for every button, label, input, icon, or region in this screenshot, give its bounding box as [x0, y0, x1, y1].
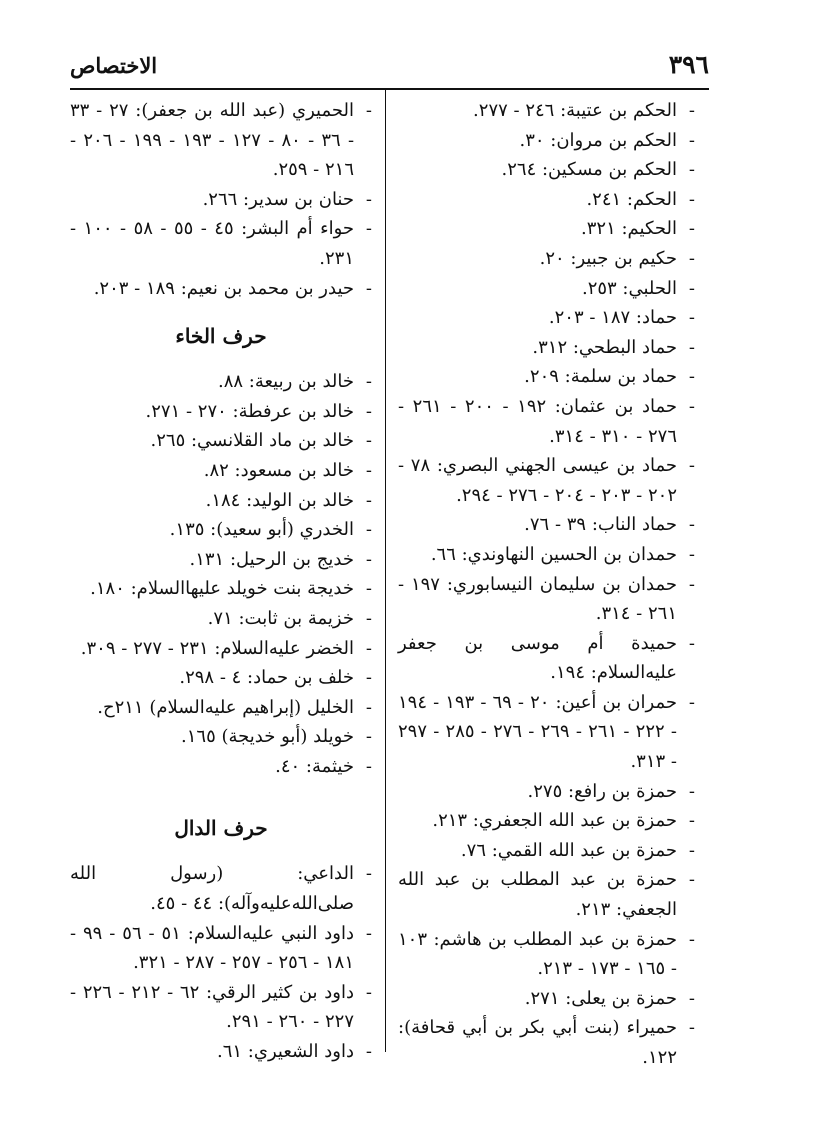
- index-entry: - حنان بن سدير: ٢٦٦.: [202, 188, 372, 210]
- index-entry: - حمدان بن الحسين النهاوندي: ٦٦.: [430, 543, 695, 565]
- index-entry: - داود بن كثير الرقي: ٦٢ - ٢١٢ - ٢٢٦ - ٢٢٧ - ٢٦٠ - ٢٩١.: [70, 981, 372, 1033]
- index-entry: - خديج بن الرحيل: ١٣١.: [189, 548, 372, 570]
- index-entry: - حمدان بن سليمان النيسابوري: ١٩٧ - ٢٦١ - ٣١٤.: [398, 573, 695, 625]
- index-entry: - خويلد (أبو خديجة) ١٦٥.: [181, 726, 372, 748]
- index-entry: - حمزة بن عبد الله الجعفري: ٢١٣.: [432, 810, 695, 832]
- index-entry: - حكيم بن جبير: ٢٠.: [539, 247, 695, 269]
- index-entry: - حيدر بن محمد بن نعيم: ١٨٩ - ٢٠٣.: [93, 277, 372, 299]
- page-header: [70, 50, 709, 86]
- index-entry: - الخليل (إبراهيم عليه‌السلام) ٢١١ح.: [97, 696, 372, 718]
- index-entry: - الحكم بن مروان: ٣٠.: [519, 129, 695, 151]
- index-entry: - خالد بن الوليد: ١٨٤.: [205, 489, 372, 511]
- right-column: [398, 96, 695, 1073]
- index-entry: - داود النبي عليه‌السلام: ٥١ - ٥٦ - ٩٩ - ١٨١ - ٢٥٦ - ٢٥٧ - ٢٨٧ - ٣٢١.: [70, 922, 372, 974]
- index-entry: - خديجة بنت خويلد عليها‌السلام: ١٨٠.: [90, 578, 372, 600]
- index-entry: - الحكم بن عتيبة: ٢٤٦ - ٢٧٧.: [473, 100, 695, 121]
- index-entry: - حماد بن سلمة: ٢٠٩.: [524, 366, 695, 388]
- index-entry: - حمزة بن عبد المطلب بن عبد الله الجعفي: ٢١٣.: [398, 869, 695, 921]
- header-rule: [70, 88, 709, 90]
- index-entry: - حماد: ١٨٧ - ٢٠٣.: [548, 307, 695, 329]
- index-entry: - الخضر عليه‌السلام: ٢٣١ - ٢٧٧ - ٣٠٩.: [80, 637, 372, 659]
- running-title: الاختصاص: [70, 53, 158, 78]
- index-entry: - الداعي: (رسول الله صلى‌الله‌عليه‌وآله): ٤٤ - ٤٥.: [70, 863, 372, 915]
- index-entry: - حمران بن أعين: ٢٠ - ٦٩ - ١٩٣ - ١٩٤ - ٢٢٢ - ٢٦١ - ٢٦٩ - ٢٧٦ - ٢٨٥ - ٢٩٧ - ٣١٣.: [398, 691, 695, 773]
- index-entry: - خالد بن ماد القلانسي: ٢٦٥.: [150, 430, 372, 452]
- index-entry: - حمزة بن يعلى: ٢٧١.: [524, 987, 695, 1009]
- index-entry: - خيثمة: ٤٠.: [275, 755, 372, 777]
- index-entry: - خالد بن مسعود: ٨٢.: [203, 459, 372, 481]
- section-heading-dal: حرف الدال: [174, 816, 268, 841]
- index-entry: - خلف بن حماد: ٤ - ٢٩٨.: [179, 667, 372, 689]
- index-entry: - حمزة بن عبد المطلب بن هاشم: ١٠٣ - ١٦٥ - ١٧٣ - ٢١٣.: [398, 928, 695, 980]
- index-entry: - حمزة بن عبد الله القمي: ٧٦.: [460, 839, 695, 861]
- index-entry: - حميراء (بنت أبي بكر بن أبي قحافة): ١٢٢.: [398, 1017, 695, 1068]
- index-entry: - حماد الناب: ٣٩ - ٧٦.: [524, 514, 695, 536]
- index-entry: - حماد البطحي: ٣١٢.: [532, 336, 695, 358]
- index-entry: - داود الشعيري: ٦١.: [217, 1041, 372, 1063]
- section-heading-kha: حرف الخاء: [175, 324, 267, 349]
- page-number: ٣٩٦: [668, 50, 709, 79]
- index-entry: - حماد بن عثمان: ١٩٢ - ٢٠٠ - ٢٦١ - ٢٧٦ - ٣١٠ - ٣١٤.: [398, 395, 695, 447]
- column-divider: [385, 90, 386, 1052]
- index-entry: - خالد بن عرفطة: ٢٧٠ - ٢٧١.: [145, 400, 372, 422]
- left-column: [70, 96, 372, 1067]
- index-entry: - خزيمة بن ثابت: ٧١.: [207, 607, 372, 629]
- index-entry: - الخدري (أبو سعيد): ١٣٥.: [169, 519, 372, 541]
- index-entry: - الحكيم: ٣٢١.: [581, 218, 695, 240]
- index-entry: - حمزة بن رافع: ٢٧٥.: [527, 780, 695, 802]
- index-entry: - الحكم بن مسكين: ٢٦٤.: [501, 159, 695, 181]
- index-entry: - حواء أم البشر: ٤٥ - ٥٥ - ٥٨ - ١٠٠ - ٢٣١.: [70, 218, 372, 269]
- index-entry: - خالد بن ربيعة: ٨٨.: [217, 371, 372, 393]
- index-entry: - الحكم: ٢٤١.: [586, 188, 695, 210]
- index-entry: - حميدة أم موسى بن جعفر عليه‌السلام: ١٩٤.: [398, 632, 695, 684]
- index-entry: - حماد بن عيسى الجهني البصري: ٧٨ - ٢٠٢ - ٢٠٣ - ٢٠٤ - ٢٧٦ - ٢٩٤.: [398, 455, 695, 506]
- index-entry: - الحميري (عبد الله بن جعفر): ٢٧ - ٣٣ - ٣٦ - ٨٠ - ١٢٧ - ١٩٣ - ١٩٩ - ٢٠٦ - ٢١٦ - ٢٥٩.: [70, 100, 372, 181]
- index-entry: - الحلبي: ٢٥٣.: [581, 277, 695, 299]
